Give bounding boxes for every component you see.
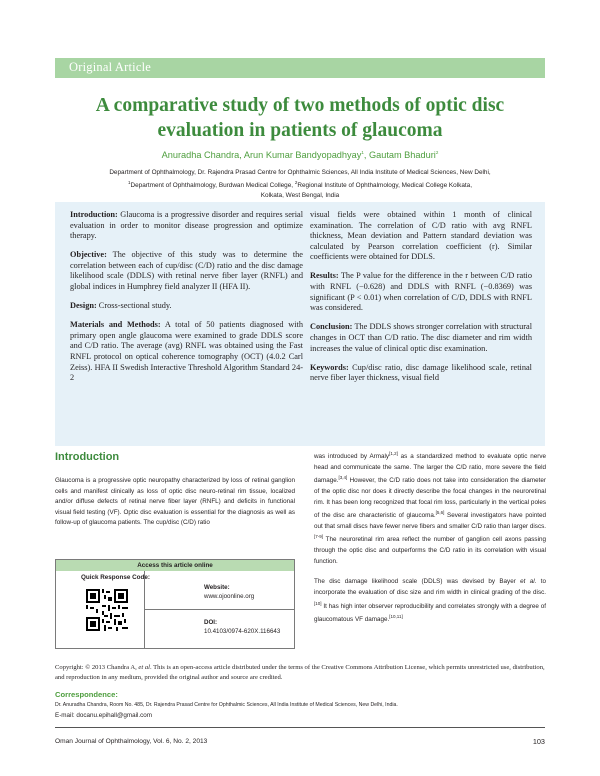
affil-burdwan: Department of Ophthalmology, Burdwan Medical College, (130, 181, 294, 189)
abstract-conclusion (310, 322, 532, 354)
abstract-design-text: Cross-sectional study. (96, 301, 172, 311)
abstract-column-left (70, 210, 303, 392)
abstract-results-text: The P value for the difference in the r between C/D ratio with RNFL (−0.628) and DDLS with RNFL (−0.8369) was significant (P < 0.01) when correlation of C/D, DDLS with RNFL was considered. (310, 271, 532, 313)
intro-et-al: et al. (520, 578, 537, 586)
copyright-text-b: . This is an open-access article distributed under the terms of the Creative Commons Attribution License, which permits unrestricted use, distribution, and reproduction in any medium, provided the original author and source are credited. (55, 664, 545, 681)
article-title: A comparative study of two methods of optic disc evaluation in patients of glaucoma (95, 95, 505, 141)
doi-label: DOI: (204, 619, 218, 626)
intro-text-rim-area: The neuroretinal rim area reflect the number of ganglion cell axons passing through the optic disc and outperforms the C/D ratio in its correlation with visual function. (314, 536, 546, 565)
website-link[interactable]: www.ojoonline.org (204, 593, 255, 600)
website-block (204, 583, 254, 601)
author-2: Arun Kumar Bandyopadhyay (243, 150, 362, 161)
abstract-methods (70, 320, 303, 384)
abstract-keywords-text: Cup/disc ratio, disc damage likelihood scale, retinal nerve fiber layer thickness, visual field (310, 362, 532, 383)
access-box-header: Access this article online (56, 560, 294, 571)
abstract-results-label: Results: (310, 271, 339, 281)
author-1: Anuradha Chandra, (161, 150, 242, 161)
abstract-objective-text: The objective of this study was to determine the correlation between each of cup/disc (C/D) ratio and the disc damage likelihood scale (DDLS) with retinal nerve fiber layer (RNFL) and global indices in Humphrey field analyzer II (HFA II). (70, 250, 303, 292)
abstract-keywords (310, 363, 532, 384)
introduction-heading: Introduction (55, 451, 120, 463)
abstract-intro-label: Introduction: (70, 210, 118, 219)
intro-text-ddls: The disc damage likelihood scale (DDLS) was devised by Bayer (314, 578, 521, 586)
introduction-paragraph-3 (314, 577, 546, 626)
section-banner (55, 58, 545, 78)
affil-sup-2: 2 (294, 179, 298, 185)
intro-text-disc-size: to incorporate the evaluation of disc size and rim width in clinical grading of the disc. (314, 578, 546, 596)
abstract-methods-text: A total of 50 patients diagnosed with primary open angle glaucoma were examined to grade DDLS score and C/D ratio. The average (avg) RNFL was obtained using the Fast RNFL protocol on optical coherence tomography (OCT) (4.0.2 Carl Zeiss). HFA II Swedish Interactive Threshold Algorithm Standard 24-2 (70, 320, 303, 383)
abstract-intro-text: Glaucoma is a progressive disorder and requires serial evaluation in order to monitor disease progression and optimize therapy. (70, 210, 303, 241)
intro-text-armaly: was introduced by Armaly (314, 453, 390, 461)
qr-code-icon[interactable] (86, 589, 128, 631)
affiliation-line-3: Kolkata, West Bengal, India (260, 191, 340, 199)
abstract-column-right (310, 210, 532, 392)
abstract-conclusion-text: The DDLS shows stronger correlation with structural changes in OCT than C/D ratio. The disc diameter and rim width increases the value of clinical optic disc examination. (310, 322, 532, 353)
copyright-notice (55, 663, 545, 682)
author-2-affil: 1 (361, 150, 364, 155)
body-column-right (314, 449, 546, 636)
author-3-affil: 2 (435, 150, 439, 155)
introduction-paragraph-1: Glaucoma is a progressive optic neuropathy characterized by loss of retinal ganglion cells and manifest clinically as loss of optic disc neuro-retinal rim tissue, localized and/or diffuse defects of retinal nerve fiber layer (RNFL) and deficits in functional visual field testing (VF). Optic disc evaluation is essential for the diagnosis as well as follow-up of glaucoma patients. The cup/disc (C/D) ratio (55, 477, 295, 527)
abstract-methods-continued: visual fields were obtained within 1 month of clinical examination. The correlation of C/D ratio with avg RNFL thickness, Mean deviation and Pattern standard deviation was calculated by Pearson correlation coefficient (r). Similar coefficients were obtained for DDLS. (310, 210, 532, 262)
copyright-et-al: et al (138, 664, 150, 671)
page-number: 103 (532, 737, 545, 746)
affiliation-line-1: Department of Ophthalmology, Dr. Rajendra Prasad Centre for Ophthalmic Sciences, All India Institute of Medical Sciences, New Delhi, (109, 169, 491, 176)
intro-text-small-discs: Several investigators have pointed out that small discs have fewer nerve fibers and smaller C/D ratio than larger discs. (314, 512, 546, 530)
introduction-paragraph-2 (314, 449, 546, 567)
abstract-objective-label: Objective: (70, 250, 107, 260)
footer-divider (55, 727, 545, 728)
website-label: Website: (204, 584, 230, 591)
abstract-conclusion-label: Conclusion: (310, 322, 353, 332)
correspondence-email[interactable]: E-mail: docanu.epihall@gmail.com (55, 711, 153, 719)
correspondence-heading: Correspondence: (55, 690, 118, 699)
correspondence-details (55, 701, 398, 721)
correspondence-address: Dr. Anuradha Chandra, Room No. 485, Dr. Rajendra Prasad Centre for Ophthalmic Sciences, All India Institute of Medical Sciences, New Delhi, India. (55, 702, 398, 708)
access-online-box (55, 559, 295, 649)
affil-rio: Regional Institute of Ophthalmology, Medical College Kolkata, (297, 181, 473, 189)
citation-3-4[interactable]: [3,4] (338, 475, 348, 481)
citation-10-11[interactable]: [10,11] (389, 614, 403, 620)
access-box-horizontal-divider (144, 609, 295, 610)
author-list (55, 150, 545, 160)
access-box-vertical-divider (144, 571, 145, 649)
citation-5-6[interactable]: [5,6] (435, 510, 445, 516)
citation-1-2[interactable]: [1,2] (389, 451, 398, 456)
intro-text-reproducibility: It has high inter observer reproducibility and correlates strongly with a degree of glaucomatous VF damage. (314, 602, 546, 624)
doi-block (204, 618, 280, 636)
section-label: Original Article (69, 60, 151, 74)
intro-text-rim-loss: However, the C/D ratio does not take into consideration the diameter of the optic disc nor does it directly describe the focal changes in the neuroretinal rim. It has been long recognized that focal rim loss, particularly in the vertical poles of the disc are characteristic of glaucoma. (314, 477, 546, 520)
abstract-methods-label: Materials and Methods: (70, 320, 161, 330)
citation-7-9[interactable]: [7-9] (314, 534, 324, 540)
qr-code-label: Quick Response Code: (81, 574, 150, 581)
doi-link[interactable]: 10.4103/0974-620X.116643 (204, 628, 281, 635)
abstract-design (70, 301, 303, 312)
copyright-text-a: Copyright: © 2013 Chandra A, (55, 664, 139, 671)
abstract-design-label: Design: (70, 301, 97, 311)
author-3: , Gautam Bhaduri (363, 150, 436, 161)
abstract-introduction (70, 210, 303, 242)
abstract-keywords-label: Keywords: (310, 362, 349, 372)
journal-citation: Oman Journal of Ophthalmology, Vol. 6, No. 2, 2013 (55, 738, 208, 745)
affiliations (60, 168, 540, 200)
citation-10[interactable]: [10] (314, 600, 322, 606)
body-column-left (55, 476, 295, 539)
abstract-results (310, 271, 532, 313)
affil-sup-1: 1 (127, 179, 131, 185)
affiliation-line-2 (60, 178, 540, 191)
abstract-objective (70, 250, 303, 292)
intro-text-field-damage: as a standardized method to evaluate optic nerve head and communicate the same. The larger the C/D ratio, more severe the field damage. (314, 453, 546, 485)
